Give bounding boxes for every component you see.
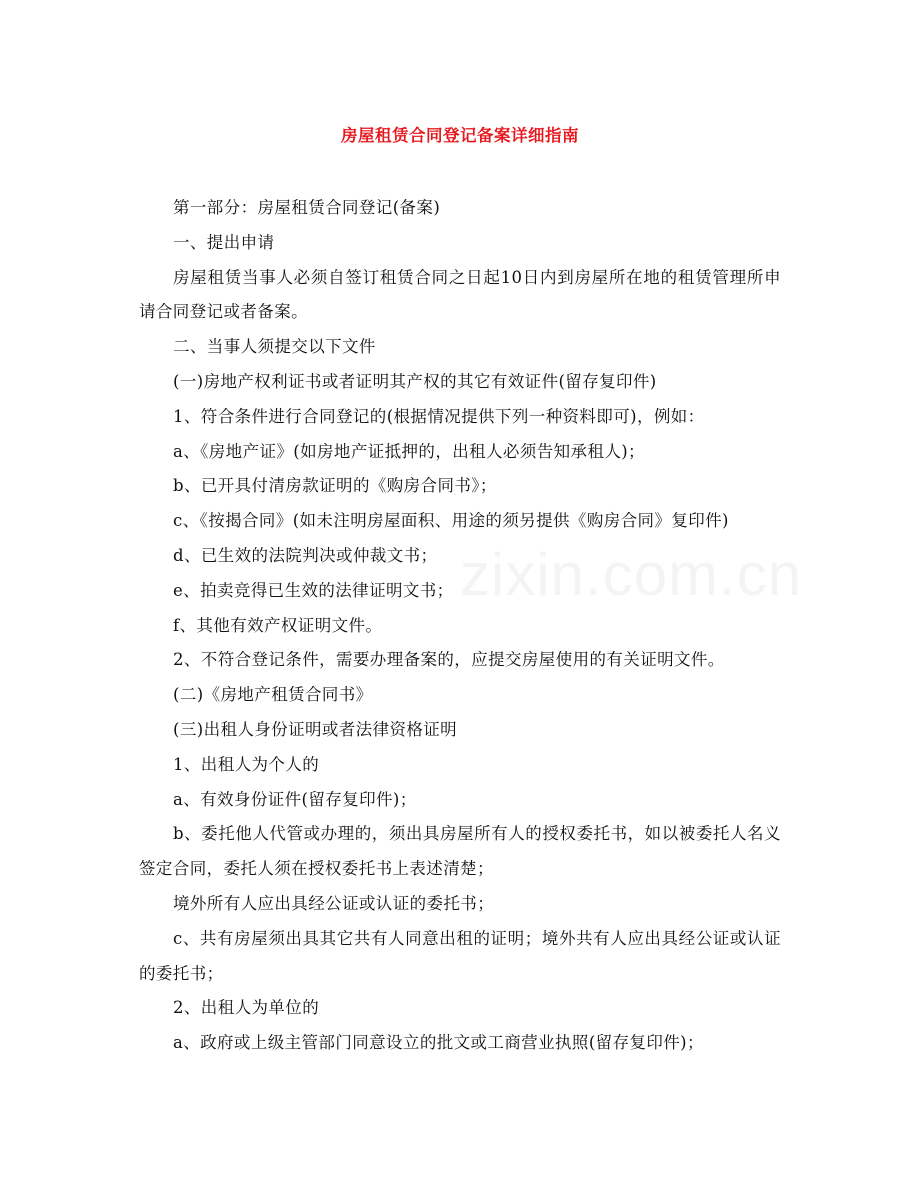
list-item: a、有效身份证件(留存复印件)； xyxy=(173,789,417,809)
section-heading: 第一部分：房屋租赁合同登记(备案) xyxy=(173,198,441,217)
body-paragraph: 房屋租赁当事人必须自签订租赁合同之日起10日内到房屋所在地的租赁管理所申请合同登记或者备案。 xyxy=(139,267,781,322)
list-item: b、已开具付清房款证明的《购房合同书》； xyxy=(173,476,497,496)
list-item: 1、出租人为个人的 xyxy=(173,754,320,774)
list-item: 2、出租人为单位的 xyxy=(173,998,320,1018)
list-item: b、委托他人代管或办理的，须出具房屋所有人的授权委托书，如以被委托人名义签定合同，委托人须在授权委托书上表述清楚； xyxy=(139,824,781,879)
list-item: d、已生效的法院判决或仲裁文书； xyxy=(173,545,438,565)
document-title: 房屋租赁合同登记备案详细指南 xyxy=(341,126,579,145)
list-item: 1、符合条件进行合同登记的(根据情况提供下列一种资料即可)，例如： xyxy=(173,406,705,426)
list-item: c、《按揭合同》(如未注明房屋面积、用途的须另提供《购房合同》复印件) xyxy=(173,511,729,531)
subsection-heading: 一、提出申请 xyxy=(173,232,275,252)
list-item: 2、不符合登记条件，需要办理备案的，应提交房屋使用的有关证明文件。 xyxy=(173,650,725,670)
watermark: zixin.com.cn xyxy=(460,541,803,608)
list-item: a、政府或上级主管部门同意设立的批文或工商营业执照(留存复印件)； xyxy=(173,1033,704,1053)
list-item: e、拍卖竞得已生效的法律证明文书； xyxy=(173,580,454,600)
list-item: (一)房地产权利证书或者证明其产权的其它有效证件(留存复印件) xyxy=(173,371,657,391)
subsection-heading: 二、当事人须提交以下文件 xyxy=(173,337,376,357)
list-item: (三)出租人身份证明或者法律资格证明 xyxy=(173,719,458,739)
list-item: a、《房地产证》(如房地产证抵押的，出租人必须告知承租人)； xyxy=(173,441,645,461)
list-item: c、共有房屋须出具其它共有人同意出租的证明；境外共有人应出具经公证或认证的委托书； xyxy=(139,928,781,983)
list-item: 境外所有人应出具经公证或认证的委托书； xyxy=(173,893,495,913)
list-item: f、其他有效产权证明文件。 xyxy=(173,615,383,635)
document-body xyxy=(139,191,781,1061)
list-item: (二)《房地产租赁合同书》 xyxy=(173,685,373,705)
